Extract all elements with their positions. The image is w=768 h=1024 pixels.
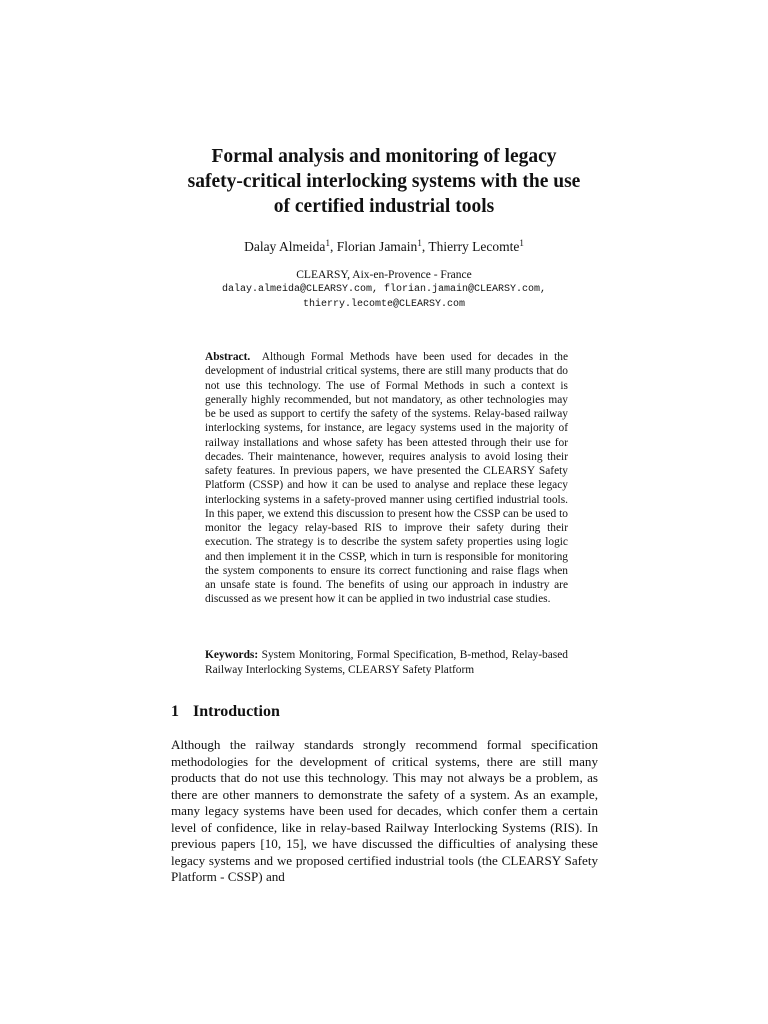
affiliation: CLEARSY, Aix-en-Provence - France <box>296 269 472 281</box>
author-name: Florian Jamain <box>336 239 418 254</box>
author-name: Thierry Lecomte <box>428 239 520 254</box>
author-affiliation-mark: 1 <box>325 238 330 248</box>
title-line: Formal analysis and monitoring of legacy <box>211 146 557 167</box>
title-line: of certified industrial tools <box>273 196 495 217</box>
keywords <box>205 648 568 678</box>
email-line: thierry.lecomte@CLEARSY.com <box>302 298 466 310</box>
section-number: 1 <box>171 703 179 720</box>
abstract-text: Although Formal Methods have been used for decades in the development of industrial critical systems, there are still many products that do not use this technology. The use of Formal Methods in such a context is generally highly recommended, but not mandatory, as other technologies may be be used as support to certify the safety of the systems. Relay-based railway interlocking systems, for instance, are legacy systems used in the majority of railway installations and whose safety has been attested through their use for decades. Their maintenance, however, requires analysis to avoid losing their safety features. In previous papers, we have presented the CLEARSY Safety Platform (CSSP) and how it can be used to analyse and replace these legacy interlocking systems in a safety-proved manner using certified industrial tools. In this paper, we extend this discussion to present how the CSSP can be used to monitor the legacy relay-based RIS to improve their safety during their execution. The strategy is to describe the system safety properties using logic and then implement it in the CSSP, which in turn is responsible for monitoring the system components to ensure its correct functioning and raise flags when an unsafe state is found. The benefits of using our approach in industry are discussed as we present how it can be applied in two industrial case studies. <box>205 351 568 606</box>
paper-title <box>140 144 628 219</box>
abstract-label: Abstract. <box>205 351 251 363</box>
section-title: Introduction <box>193 703 280 720</box>
section-body: Although the railway standards strongly recommend formal specification methodologies for the development of critical systems, there are still many products that do not use this technology. This may not always be a problem, as there are other manners to demonstrate the safety of a system. As an example, many legacy systems have been used for decades, which confer them a certain level of confidence, like in relay-based Railway Interlocking Systems (RIS). In previous papers [10, 15], we have discussed the difficulties of analysing these legacy systems and we proposed certified industrial tools (the CLEARSY Safety Platform - CSSP) and <box>171 737 598 884</box>
author-affiliation-mark: 1 <box>519 238 524 248</box>
author-name: Dalay Almeida <box>244 239 326 254</box>
author-affiliation-mark: 1 <box>417 238 422 248</box>
author-emails <box>140 283 628 312</box>
keywords-label: Keywords: <box>205 649 259 661</box>
abstract <box>205 350 568 607</box>
author-list: Dalay Almeida$^1$, Florian Jamain$^1$, Thierry Lecomte$^1$ <box>244 238 524 254</box>
email-line: dalay.almeida@CLEARSY.com, florian.jamain@CLEARSY.com, <box>221 284 547 295</box>
section-heading <box>171 702 280 722</box>
title-line: safety-critical interlocking systems with the use <box>187 171 581 192</box>
keywords-text: System Monitoring, Formal Specification, B-method, Relay-based Railway Interlocking Systems, CLEARSY Safety Platform <box>205 649 568 676</box>
